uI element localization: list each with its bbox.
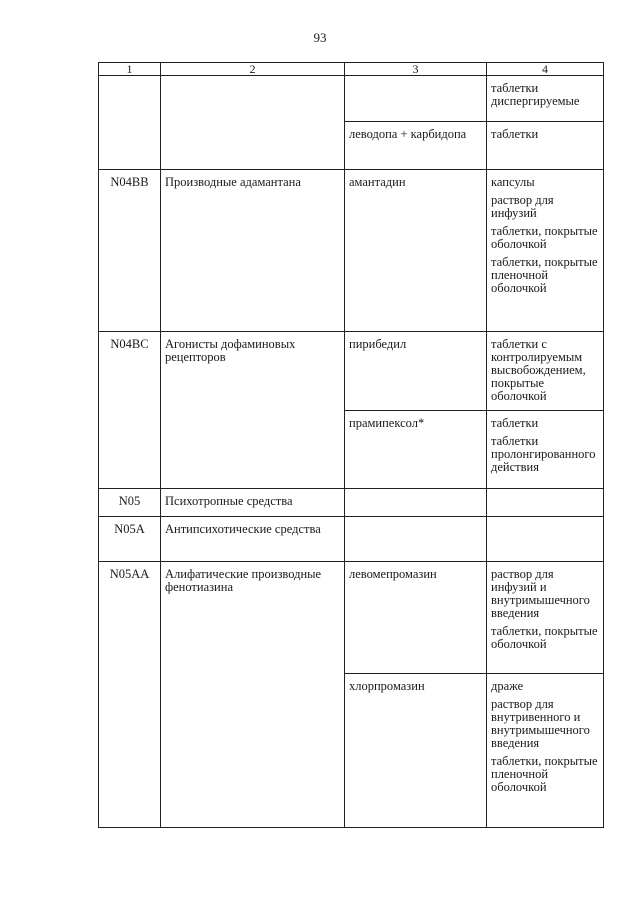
drug-name-cell: прамипексол* bbox=[345, 411, 487, 489]
dosage-forms-cell bbox=[487, 170, 604, 332]
dosage-form: таблетки bbox=[491, 127, 539, 141]
drug-name-cell: пирибедил bbox=[345, 332, 487, 411]
drug-name-cell: левомепромазин bbox=[345, 562, 487, 674]
dosage-form: капсулы bbox=[491, 175, 535, 189]
drug-name-cell: амантадин bbox=[345, 170, 487, 332]
drug-name-cell bbox=[345, 517, 487, 562]
dosage-form: таблетки, покрытые оболочкой bbox=[491, 624, 598, 651]
group-name-cell: Антипсихотические средства bbox=[161, 517, 345, 562]
atc-code-cell: N05A bbox=[99, 517, 161, 562]
group-name-cell: Психотропные средства bbox=[161, 489, 345, 517]
column-number-4: 4 bbox=[487, 63, 604, 76]
column-number-1: 1 bbox=[99, 63, 161, 76]
table-row bbox=[99, 562, 604, 674]
group-name-cell: Агонисты дофаминовых рецепторов bbox=[161, 332, 345, 489]
group-name-cell: Производные адамантана bbox=[161, 170, 345, 332]
dosage-form: таблетки пролонгированного действия bbox=[491, 434, 596, 474]
page-number: 93 bbox=[313, 30, 327, 45]
drug-name-cell bbox=[345, 489, 487, 517]
table-row bbox=[99, 332, 604, 411]
dosage-forms-cell bbox=[487, 411, 604, 489]
dosage-forms-cell bbox=[487, 122, 604, 170]
drug-name-cell bbox=[345, 76, 487, 122]
table-row bbox=[99, 517, 604, 562]
column-number-2: 2 bbox=[161, 63, 345, 76]
column-number-3: 3 bbox=[345, 63, 487, 76]
group-name-cell bbox=[161, 76, 345, 170]
atc-code-cell bbox=[99, 76, 161, 170]
dosage-forms-cell bbox=[487, 76, 604, 122]
atc-code-cell: N04BC bbox=[99, 332, 161, 489]
dosage-form: таблетки, покрытые пленочной оболочкой bbox=[491, 754, 598, 794]
dosage-forms-cell bbox=[487, 517, 604, 562]
atc-code-cell: N04BB bbox=[99, 170, 161, 332]
dosage-form: драже bbox=[491, 679, 524, 693]
column-number-header bbox=[99, 63, 604, 76]
dosage-form: раствор для инфузий и внутримышечного введения bbox=[491, 567, 590, 620]
dosage-form: таблетки диспергируемые bbox=[491, 81, 580, 108]
dosage-form: раствор для внутривенного и внутримышечного введения bbox=[491, 697, 590, 750]
drug-name-cell: леводопа + карбидопа bbox=[345, 122, 487, 170]
table-row bbox=[99, 76, 604, 122]
atc-code-cell: N05 bbox=[99, 489, 161, 517]
dosage-form: таблетки bbox=[491, 416, 539, 430]
dosage-form: раствор для инфузий bbox=[491, 193, 554, 220]
table-row bbox=[99, 489, 604, 517]
dosage-form: таблетки с контролируемым высвобождением, покрытые оболочкой bbox=[491, 337, 586, 403]
dosage-forms-cell bbox=[487, 332, 604, 411]
dosage-forms-cell bbox=[487, 674, 604, 828]
dosage-forms-cell bbox=[487, 562, 604, 674]
atc-code-cell: N05AA bbox=[99, 562, 161, 828]
medicines-table bbox=[98, 62, 604, 828]
table-row bbox=[99, 170, 604, 332]
dosage-form: таблетки, покрытые пленочной оболочкой bbox=[491, 255, 598, 295]
dosage-form: таблетки, покрытые оболочкой bbox=[491, 224, 598, 251]
dosage-forms-cell bbox=[487, 489, 604, 517]
group-name-cell: Алифатические производные фенотиазина bbox=[161, 562, 345, 828]
drug-name-cell: хлорпромазин bbox=[345, 674, 487, 828]
